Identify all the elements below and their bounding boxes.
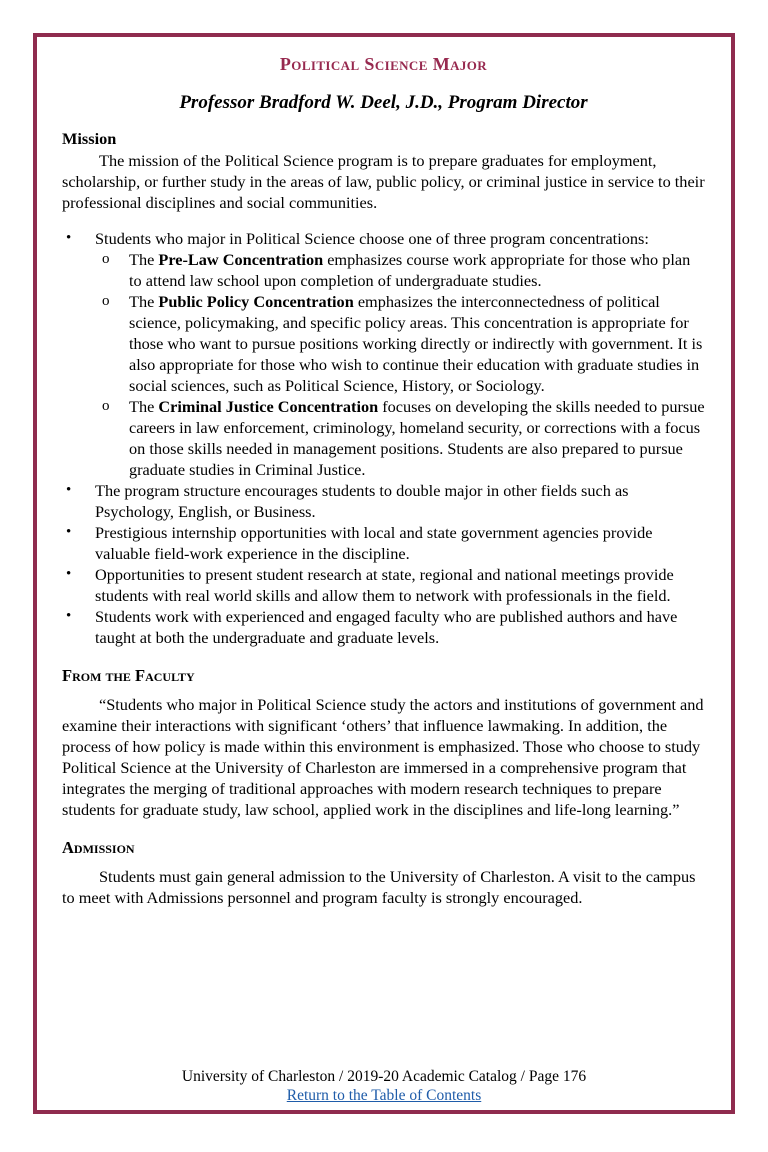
- list-item-public-policy: [102, 291, 705, 396]
- list-item-criminal-justice: [102, 396, 705, 480]
- list-item: [66, 228, 705, 249]
- bullet-disc-marker: •: [66, 608, 72, 624]
- bullet-disc-marker: •: [66, 524, 72, 540]
- bullet-circle-marker: o: [102, 398, 110, 414]
- return-to-toc-link[interactable]: Return to the Table of Contents: [286, 1087, 482, 1104]
- mission-paragraph: The mission of the Political Science program is to prepare graduates for employment, scholarship, or further study in the areas of law, public policy, or criminal justice in service to their professional disciplines and social communities.: [62, 151, 705, 212]
- bullet-disc-marker: •: [66, 230, 72, 246]
- list-item-text: Opportunities to present student research at state, regional and national meetings provide students with real world skills and allow them to network with professionals in the field.: [95, 565, 674, 605]
- concentration-name: Pre-Law Concentration: [158, 250, 324, 269]
- list-item-text: Students work with experienced and engaged faculty who are published authors and have taught at both the undergraduate and graduate levels.: [95, 607, 678, 647]
- list-item-text: The Pre-Law Concentration emphasizes course work appropriate for those who plan to attend law school upon completion of undergraduate studies.: [129, 250, 691, 290]
- bullet-disc-marker: •: [66, 482, 72, 498]
- list-item-text: Prestigious internship opportunities with local and state government agencies provide valuable field-work experience in the discipline.: [95, 523, 653, 563]
- mission-heading: Mission: [62, 129, 117, 148]
- list-item-text: The program structure encourages students to double major in other fields such as Psychology, English, or Business.: [95, 481, 629, 521]
- page-border-frame: [33, 33, 735, 1114]
- page-content: [37, 37, 731, 908]
- list-item-prelaw: [102, 249, 705, 291]
- bullet-circle-marker: o: [102, 251, 110, 267]
- program-bullet-list: [62, 228, 705, 648]
- list-item-text: The Public Policy Concentration emphasizes the interconnectedness of political science, policymaking, and specific policy areas. This concentration is appropriate for those who want to pursue positions working directly or indirectly with government. It is also appropriate for those who wish to continue their education with graduate studies in social sciences, such as Political Science, History, or Sociology.: [129, 292, 703, 395]
- concentration-name: Public Policy Concentration: [158, 292, 354, 311]
- list-item: [66, 480, 705, 522]
- from-the-faculty-heading: From the Faculty: [62, 666, 195, 685]
- page-footer: [37, 1067, 731, 1105]
- bullet-circle-marker: o: [102, 293, 110, 309]
- program-director-subtitle: Professor Bradford W. Deel, J.D., Program Director: [179, 92, 588, 113]
- list-item: [66, 564, 705, 606]
- faculty-quote-paragraph: “Students who major in Political Science study the actors and institutions of government and examine their interactions with significant ‘others’ that influence lawmaking. In addition, the process of how policy is made within this environment is emphasized. Those who choose to study Political Science at the University of Charleston are immersed in a comprehensive program that integrates the merging of traditional approaches with modern research techniques to prepare students for graduate study, law school, applied work in the disciplines and life-long learning.”: [62, 695, 704, 819]
- page-title: Political Science Major: [279, 54, 488, 74]
- admission-heading: Admission: [62, 838, 135, 857]
- admission-paragraph: Students must gain general admission to the University of Charleston. A visit to the campus to meet with Admissions personnel and program faculty is strongly encouraged.: [62, 867, 696, 907]
- list-item: [66, 606, 705, 648]
- bullet-disc-marker: •: [66, 566, 72, 582]
- catalog-page-line: University of Charleston / 2019-20 Academic Catalog / Page 176: [181, 1068, 587, 1085]
- list-item: [66, 522, 705, 564]
- concentration-name: Criminal Justice Concentration: [158, 397, 379, 416]
- list-item-text: The Criminal Justice Concentration focuses on developing the skills needed to pursue careers in law enforcement, criminology, homeland security, or corrections with a focus on those skills needed in management positions. Students are also prepared to pursue graduate studies in Criminal Justice.: [129, 397, 705, 479]
- list-item-text: Students who major in Political Science choose one of three program concentrations:: [95, 229, 649, 248]
